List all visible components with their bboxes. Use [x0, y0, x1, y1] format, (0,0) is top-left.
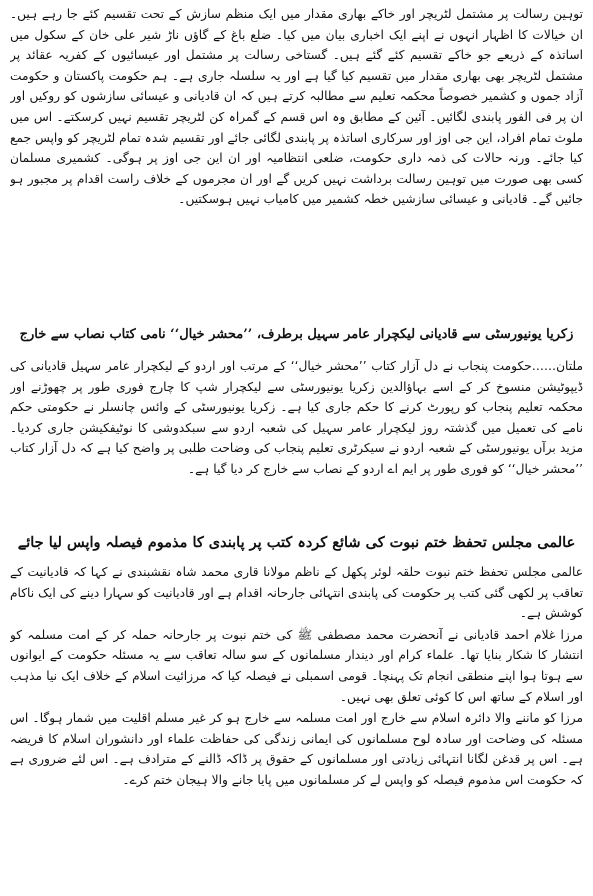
article-body-paragraph: عالمی مجلس تحفظ ختم نبوت حلقہ لوئر پکھل کے ناظم مولانا قاری محمد شاہ نقشبندی نے کہا کہ قادیانیت کے تعاقب پر لکھی گئی کتب پر حکومت کی پابندی انتہائی جارحانہ اقدام ہے اور قادیانیت کو سہارا دینے کی ایک ناکام کوشش ہے۔: [10, 565, 583, 621]
article-khatm-e-nabuwat-books-ban: [10, 562, 583, 892]
article-body-paragraph: توہین رسالت پر مشتمل لٹریچر اور خاکے بھاری مقدار میں ایک منظم سازش کے تحت تقسیم کئے جا رہے ہیں۔ ان خیالات کا اظہار انہوں نے اپنے ایک اخباری بیان میں کیا۔ ضلع باغ کے گاؤں ناڑ شیر علی خان کے سکول میں اساتذہ کے ذریعے جو خاکے تقسیم کئے گئے ہیں۔ گستاخی رسالت پر مشتمل اور عیسائیوں کے کفریہ عقائد پر مشتمل لٹریچر بھی بھاری مقدار میں تقسیم کیا گیا ہے اور یہ سلسلہ جاری ہے۔ ہم حکومت پاکستان و حکومت آزاد جموں و کشمیر خصوصاً محکمہ تعلیم سے مطالبہ کرتے ہیں کہ ان قادیانی و عیسائی سازشوں کو روکیں اور ان پر فی الفور پابندی لگائیں۔ آئین کے مطابق وہ اس قسم کے گمراہ کن لٹریچر تقسیم نہیں کرسکتے۔ اس میں ملوث تمام افراد، این جی اوز اور سرکاری اساتذہ پر پابندی لگائی جائے اور تقسیم شدہ تمام لٹریچر کو واپس جمع کیا جائے۔ ورنہ حالات کی ذمہ داری حکومت، ضلعی انتظامیہ اور ان این جی اوز پر ہوگی۔ کشمیری مسلمان کسی بھی صورت میں توہین رسالت برداشت نہیں کریں گے اور ان مجرموں کے خلاف راست اقدام پر مجبور ہو جائیں گے۔ قادیانی و عیسائی سازشیں خطہ کشمیر میں کامیاب نہیں ہوسکتیں۔: [10, 7, 583, 207]
headline-zakariya-university: زکریا یونیورسٹی سے قادیانی لیکچرار عامر سہیل برطرف، ’’محشر خیال‘‘ نامی کتاب نصاب سے خارج: [19, 327, 574, 342]
headline-khatm-e-nabuwat: عالمی مجلس تحفظ ختم نبوت کی شائع کردہ کتب پر پابندی کا مذموم فیصلہ واپس لیا جائے: [17, 534, 576, 551]
headline-khatm-e-nabuwat-container: [10, 528, 583, 562]
headline-zakariya-university-container: [10, 320, 583, 356]
article-body-paragraph: مرزا کو ماننے والا دائرہ اسلام سے خارج اور امت مسلمہ سے خارج ہو کر غیر مسلم اقلیت میں شمار ہوگا۔ اس مسئلہ کی وضاحت اور سادہ لوح مسلمانوں کی ایمانی زندگی کی حفاظت علماء اور دانشوران اسلام کا فریضہ ہے۔ اس پر قدغن لگانا انتہائی زیادتی اور مسلمانوں کے حقوق پر ڈاکہ ڈالنے کے مترادف ہے۔ اس لئے ضروری ہے کہ حکومت اس مذموم فیصلہ کو واپس لے کر مسلمانوں میں پایا جانے والا ہیجان ختم کرے۔: [10, 711, 583, 787]
article-body-paragraph: مرزا غلام احمد قادیانی نے آنحضرت محمد مصطفی ﷺ کی ختم نبوت پر جارحانہ حملہ کر کے امت مسلمہ کو انتشار کا شکار بنایا تھا۔ علماء کرام اور دیندار مسلمانوں کے سو سالہ تعاقب سے یہ مسئلہ حکومت کے ایوانوں سے ہوتا ہوا اپنے منطقی انجام تک پہنچا۔ قومی اسمبلی نے فیصلہ کیا کہ مرزائیت اسلام کے خلاف ایک نیا مذہب اور اسلام کے ساتھ اس کا کوئی تعلق بھی نہیں۔: [10, 627, 583, 704]
article-zakariya-university: [10, 356, 583, 528]
article-body-paragraph: ملتان……حکومت پنجاب نے دل آزار کتاب ’’محشر خیال‘‘ کے مرتب اور اردو کے لیکچرار عامر سہیل قادیانی کی ڈیپوٹیشن منسوخ کر کے اسے بہاؤالدین زکریا یونیورسٹی سے لیکچرار شپ کا چارج فوری طور پر چھوڑنے اور محکمہ تعلیم پنجاب کو رپورٹ کرنے کا حکم جاری کیا ہے۔ زکریا یونیورسٹی کے وائس چانسلر نے حکومتی حکم نامے کی تعمیل میں گذشتہ روز لیکچرار عامر سہیل کی شعبہ اردو سے سبکدوشی کا نوٹیفکیشن جاری کردیا۔ مزید برآں یونیورسٹی کے شعبہ اردو نے سیکرٹری تعلیم پنجاب کی وضاحت طلبی پر واضح کیا ہے کہ دل آزار کتاب ’’محشر خیال‘‘ کو فوری طور پر ایم اے اردو کے نصاب سے خارج کر دیا گیا ہے۔: [10, 359, 583, 476]
article-qadiani-christian-literature: [10, 4, 583, 320]
